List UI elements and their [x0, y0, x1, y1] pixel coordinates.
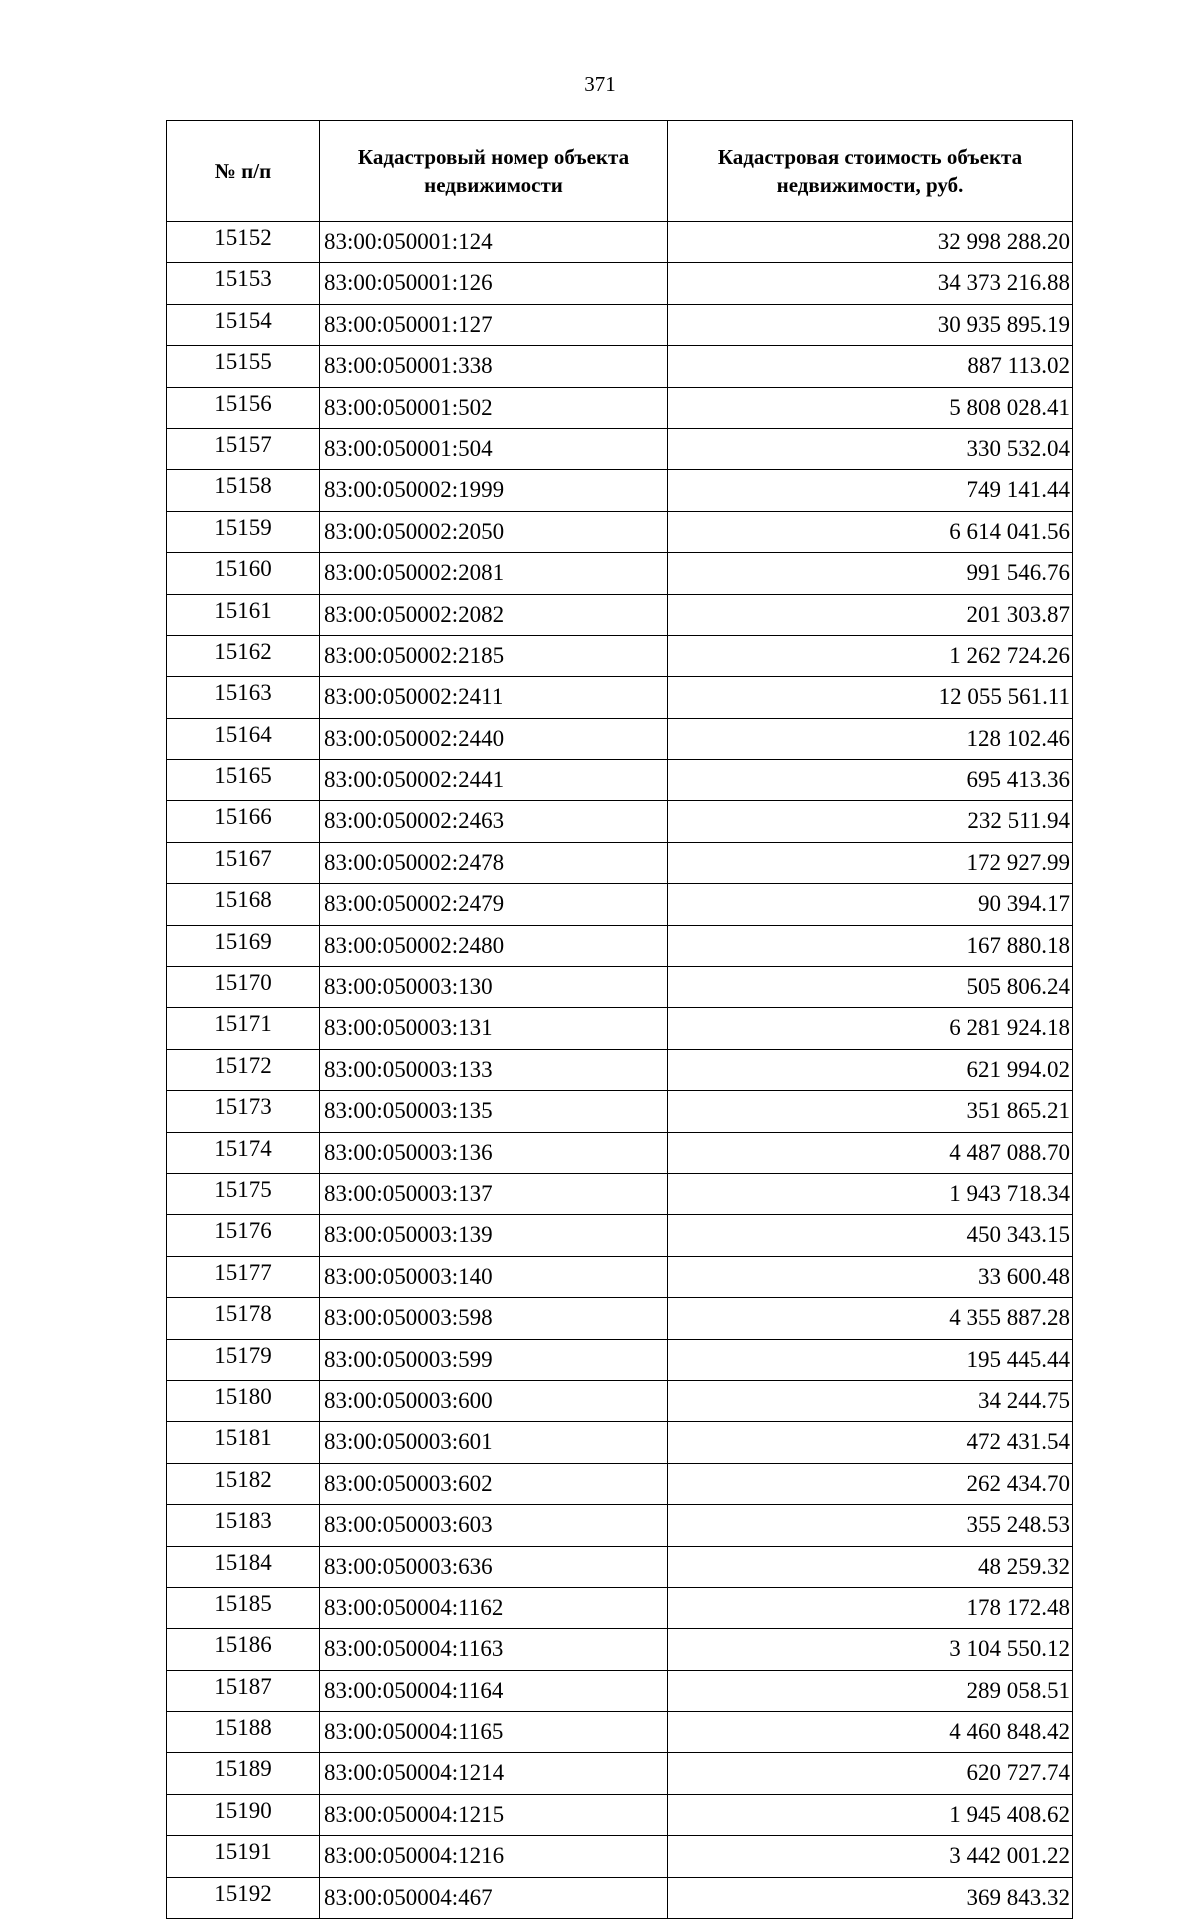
cadastral-number-cell: 83:00:050001:124	[320, 222, 668, 263]
cadastral-value-cell: 749 141.44	[668, 470, 1073, 511]
cadastral-value-table	[166, 120, 1073, 1919]
cadastral-value-cell: 472 431.54	[668, 1422, 1073, 1463]
table-row	[167, 1132, 1073, 1173]
table-row	[167, 511, 1073, 552]
table-row	[167, 1505, 1073, 1546]
table-row	[167, 263, 1073, 304]
row-number-cell: 15185	[167, 1587, 320, 1628]
row-number-cell: 15186	[167, 1629, 320, 1670]
cadastral-value-cell: 33 600.48	[668, 1256, 1073, 1297]
table-row	[167, 1463, 1073, 1504]
cadastral-number-cell: 83:00:050001:502	[320, 387, 668, 428]
cadastral-value-cell: 991 546.76	[668, 553, 1073, 594]
row-number-cell: 15158	[167, 470, 320, 511]
row-number-cell: 15179	[167, 1339, 320, 1380]
cadastral-number-cell: 83:00:050002:2082	[320, 594, 668, 635]
table-row	[167, 1049, 1073, 1090]
table-row	[167, 222, 1073, 263]
cadastral-value-cell: 90 394.17	[668, 884, 1073, 925]
cadastral-value-cell: 232 511.94	[668, 801, 1073, 842]
table-row	[167, 594, 1073, 635]
cadastral-value-cell: 201 303.87	[668, 594, 1073, 635]
row-number-cell: 15163	[167, 677, 320, 718]
row-number-cell: 15178	[167, 1298, 320, 1339]
cadastral-number-cell: 83:00:050003:139	[320, 1215, 668, 1256]
row-number-cell: 15173	[167, 1091, 320, 1132]
page-number: 371	[584, 72, 616, 96]
cadastral-number-cell: 83:00:050003:137	[320, 1173, 668, 1214]
cadastral-number-cell: 83:00:050004:1163	[320, 1629, 668, 1670]
table-row	[167, 1173, 1073, 1214]
row-number-cell: 15177	[167, 1256, 320, 1297]
cadastral-value-cell: 195 445.44	[668, 1339, 1073, 1380]
cadastral-number-cell: 83:00:050003:636	[320, 1546, 668, 1587]
row-number-cell: 15191	[167, 1836, 320, 1877]
table-row	[167, 1008, 1073, 1049]
table-row	[167, 346, 1073, 387]
cadastral-value-cell: 3 104 550.12	[668, 1629, 1073, 1670]
row-number-cell: 15176	[167, 1215, 320, 1256]
cadastral-value-cell: 48 259.32	[668, 1546, 1073, 1587]
table-row	[167, 718, 1073, 759]
row-number-cell: 15167	[167, 842, 320, 883]
cadastral-number-cell: 83:00:050003:598	[320, 1298, 668, 1339]
cadastral-number-cell: 83:00:050004:1215	[320, 1794, 668, 1835]
cadastral-number-cell: 83:00:050004:1164	[320, 1670, 668, 1711]
table-row	[167, 967, 1073, 1008]
cadastral-number-cell: 83:00:050002:2463	[320, 801, 668, 842]
table-row	[167, 1380, 1073, 1421]
header-row-number: № п/п	[167, 121, 320, 222]
row-number-cell: 15174	[167, 1132, 320, 1173]
table-row	[167, 1256, 1073, 1297]
header-cadastral-value: Кадастровая стоимость объекта недвижимости, руб.	[668, 121, 1073, 222]
table-row	[167, 1215, 1073, 1256]
row-number-cell: 15155	[167, 346, 320, 387]
row-number-cell: 15157	[167, 428, 320, 469]
cadastral-number-cell: 83:00:050003:599	[320, 1339, 668, 1380]
cadastral-value-cell: 4 460 848.42	[668, 1712, 1073, 1753]
table-body	[167, 222, 1073, 1919]
row-number-cell: 15166	[167, 801, 320, 842]
cadastral-value-cell: 330 532.04	[668, 428, 1073, 469]
cadastral-value-cell: 34 244.75	[668, 1380, 1073, 1421]
cadastral-value-cell: 450 343.15	[668, 1215, 1073, 1256]
cadastral-value-cell: 32 998 288.20	[668, 222, 1073, 263]
cadastral-value-cell: 178 172.48	[668, 1587, 1073, 1628]
cadastral-value-cell: 1 262 724.26	[668, 635, 1073, 676]
row-number-cell: 15189	[167, 1753, 320, 1794]
cadastral-number-cell: 83:00:050004:1216	[320, 1836, 668, 1877]
cadastral-number-cell: 83:00:050001:504	[320, 428, 668, 469]
cadastral-value-cell: 6 614 041.56	[668, 511, 1073, 552]
row-number-cell: 15154	[167, 304, 320, 345]
cadastral-number-cell: 83:00:050001:127	[320, 304, 668, 345]
cadastral-value-cell: 6 281 924.18	[668, 1008, 1073, 1049]
table-row	[167, 1298, 1073, 1339]
cadastral-number-cell: 83:00:050002:2478	[320, 842, 668, 883]
table-row	[167, 677, 1073, 718]
cadastral-value-cell: 887 113.02	[668, 346, 1073, 387]
cadastral-number-cell: 83:00:050003:600	[320, 1380, 668, 1421]
cadastral-number-cell: 83:00:050002:2480	[320, 925, 668, 966]
table-row	[167, 1629, 1073, 1670]
row-number-cell: 15187	[167, 1670, 320, 1711]
cadastral-value-cell: 369 843.32	[668, 1877, 1073, 1918]
cadastral-value-cell: 620 727.74	[668, 1753, 1073, 1794]
row-number-cell: 15164	[167, 718, 320, 759]
cadastral-number-cell: 83:00:050002:2050	[320, 511, 668, 552]
cadastral-number-cell: 83:00:050001:338	[320, 346, 668, 387]
cadastral-value-cell: 3 442 001.22	[668, 1836, 1073, 1877]
table-row	[167, 1587, 1073, 1628]
row-number-cell: 15159	[167, 511, 320, 552]
table-row	[167, 1546, 1073, 1587]
row-number-cell: 15170	[167, 967, 320, 1008]
table-row	[167, 428, 1073, 469]
cadastral-number-cell: 83:00:050004:1162	[320, 1587, 668, 1628]
cadastral-value-cell: 172 927.99	[668, 842, 1073, 883]
row-number-cell: 15160	[167, 553, 320, 594]
row-number-cell: 15182	[167, 1463, 320, 1504]
table-row	[167, 801, 1073, 842]
table-row	[167, 1877, 1073, 1918]
table-row	[167, 1712, 1073, 1753]
row-number-cell: 15183	[167, 1505, 320, 1546]
row-number-cell: 15153	[167, 263, 320, 304]
cadastral-number-cell: 83:00:050002:2081	[320, 553, 668, 594]
cadastral-number-cell: 83:00:050004:467	[320, 1877, 668, 1918]
cadastral-number-cell: 83:00:050001:126	[320, 263, 668, 304]
cadastral-value-cell: 262 434.70	[668, 1463, 1073, 1504]
cadastral-value-cell: 167 880.18	[668, 925, 1073, 966]
table-row	[167, 884, 1073, 925]
row-number-cell: 15175	[167, 1173, 320, 1214]
row-number-cell: 15171	[167, 1008, 320, 1049]
row-number-cell: 15165	[167, 760, 320, 801]
table-row	[167, 635, 1073, 676]
cadastral-value-cell: 30 935 895.19	[668, 304, 1073, 345]
cadastral-value-cell: 128 102.46	[668, 718, 1073, 759]
cadastral-number-cell: 83:00:050002:1999	[320, 470, 668, 511]
table-row	[167, 925, 1073, 966]
table-row	[167, 1670, 1073, 1711]
row-number-cell: 15152	[167, 222, 320, 263]
table-row	[167, 304, 1073, 345]
cadastral-number-cell: 83:00:050003:601	[320, 1422, 668, 1463]
cadastral-number-cell: 83:00:050003:133	[320, 1049, 668, 1090]
cadastral-value-cell: 695 413.36	[668, 760, 1073, 801]
table-row	[167, 1794, 1073, 1835]
table-row	[167, 387, 1073, 428]
cadastral-value-cell: 1 943 718.34	[668, 1173, 1073, 1214]
row-number-cell: 15168	[167, 884, 320, 925]
cadastral-number-cell: 83:00:050003:135	[320, 1091, 668, 1132]
cadastral-value-cell: 351 865.21	[668, 1091, 1073, 1132]
table-row	[167, 842, 1073, 883]
table-row	[167, 1422, 1073, 1463]
cadastral-value-cell: 5 808 028.41	[668, 387, 1073, 428]
cadastral-value-cell: 1 945 408.62	[668, 1794, 1073, 1835]
table-row	[167, 553, 1073, 594]
table-row	[167, 1836, 1073, 1877]
cadastral-number-cell: 83:00:050002:2440	[320, 718, 668, 759]
row-number-cell: 15190	[167, 1794, 320, 1835]
table-row	[167, 470, 1073, 511]
cadastral-number-cell: 83:00:050003:603	[320, 1505, 668, 1546]
table-row	[167, 1091, 1073, 1132]
cadastral-number-cell: 83:00:050003:140	[320, 1256, 668, 1297]
table-row	[167, 760, 1073, 801]
cadastral-number-cell: 83:00:050004:1165	[320, 1712, 668, 1753]
row-number-cell: 15180	[167, 1380, 320, 1421]
table-header-row	[167, 121, 1073, 222]
row-number-cell: 15188	[167, 1712, 320, 1753]
cadastral-number-cell: 83:00:050003:136	[320, 1132, 668, 1173]
cadastral-value-cell: 505 806.24	[668, 967, 1073, 1008]
cadastral-value-cell: 34 373 216.88	[668, 263, 1073, 304]
cadastral-value-cell: 621 994.02	[668, 1049, 1073, 1090]
table-row	[167, 1753, 1073, 1794]
cadastral-number-cell: 83:00:050002:2479	[320, 884, 668, 925]
row-number-cell: 15181	[167, 1422, 320, 1463]
cadastral-number-cell: 83:00:050002:2441	[320, 760, 668, 801]
cadastral-number-cell: 83:00:050003:602	[320, 1463, 668, 1504]
cadastral-value-cell: 12 055 561.11	[668, 677, 1073, 718]
row-number-cell: 15169	[167, 925, 320, 966]
row-number-cell: 15156	[167, 387, 320, 428]
cadastral-value-cell: 355 248.53	[668, 1505, 1073, 1546]
cadastral-value-cell: 289 058.51	[668, 1670, 1073, 1711]
table-row	[167, 1339, 1073, 1380]
row-number-cell: 15184	[167, 1546, 320, 1587]
row-number-cell: 15161	[167, 594, 320, 635]
row-number-cell: 15162	[167, 635, 320, 676]
header-cadastral-number: Кадастровый номер объекта недвижимости	[320, 121, 668, 222]
cadastral-value-cell: 4 355 887.28	[668, 1298, 1073, 1339]
cadastral-value-cell: 4 487 088.70	[668, 1132, 1073, 1173]
cadastral-number-cell: 83:00:050003:130	[320, 967, 668, 1008]
cadastral-number-cell: 83:00:050002:2411	[320, 677, 668, 718]
cadastral-number-cell: 83:00:050003:131	[320, 1008, 668, 1049]
row-number-cell: 15192	[167, 1877, 320, 1918]
cadastral-number-cell: 83:00:050004:1214	[320, 1753, 668, 1794]
cadastral-number-cell: 83:00:050002:2185	[320, 635, 668, 676]
row-number-cell: 15172	[167, 1049, 320, 1090]
